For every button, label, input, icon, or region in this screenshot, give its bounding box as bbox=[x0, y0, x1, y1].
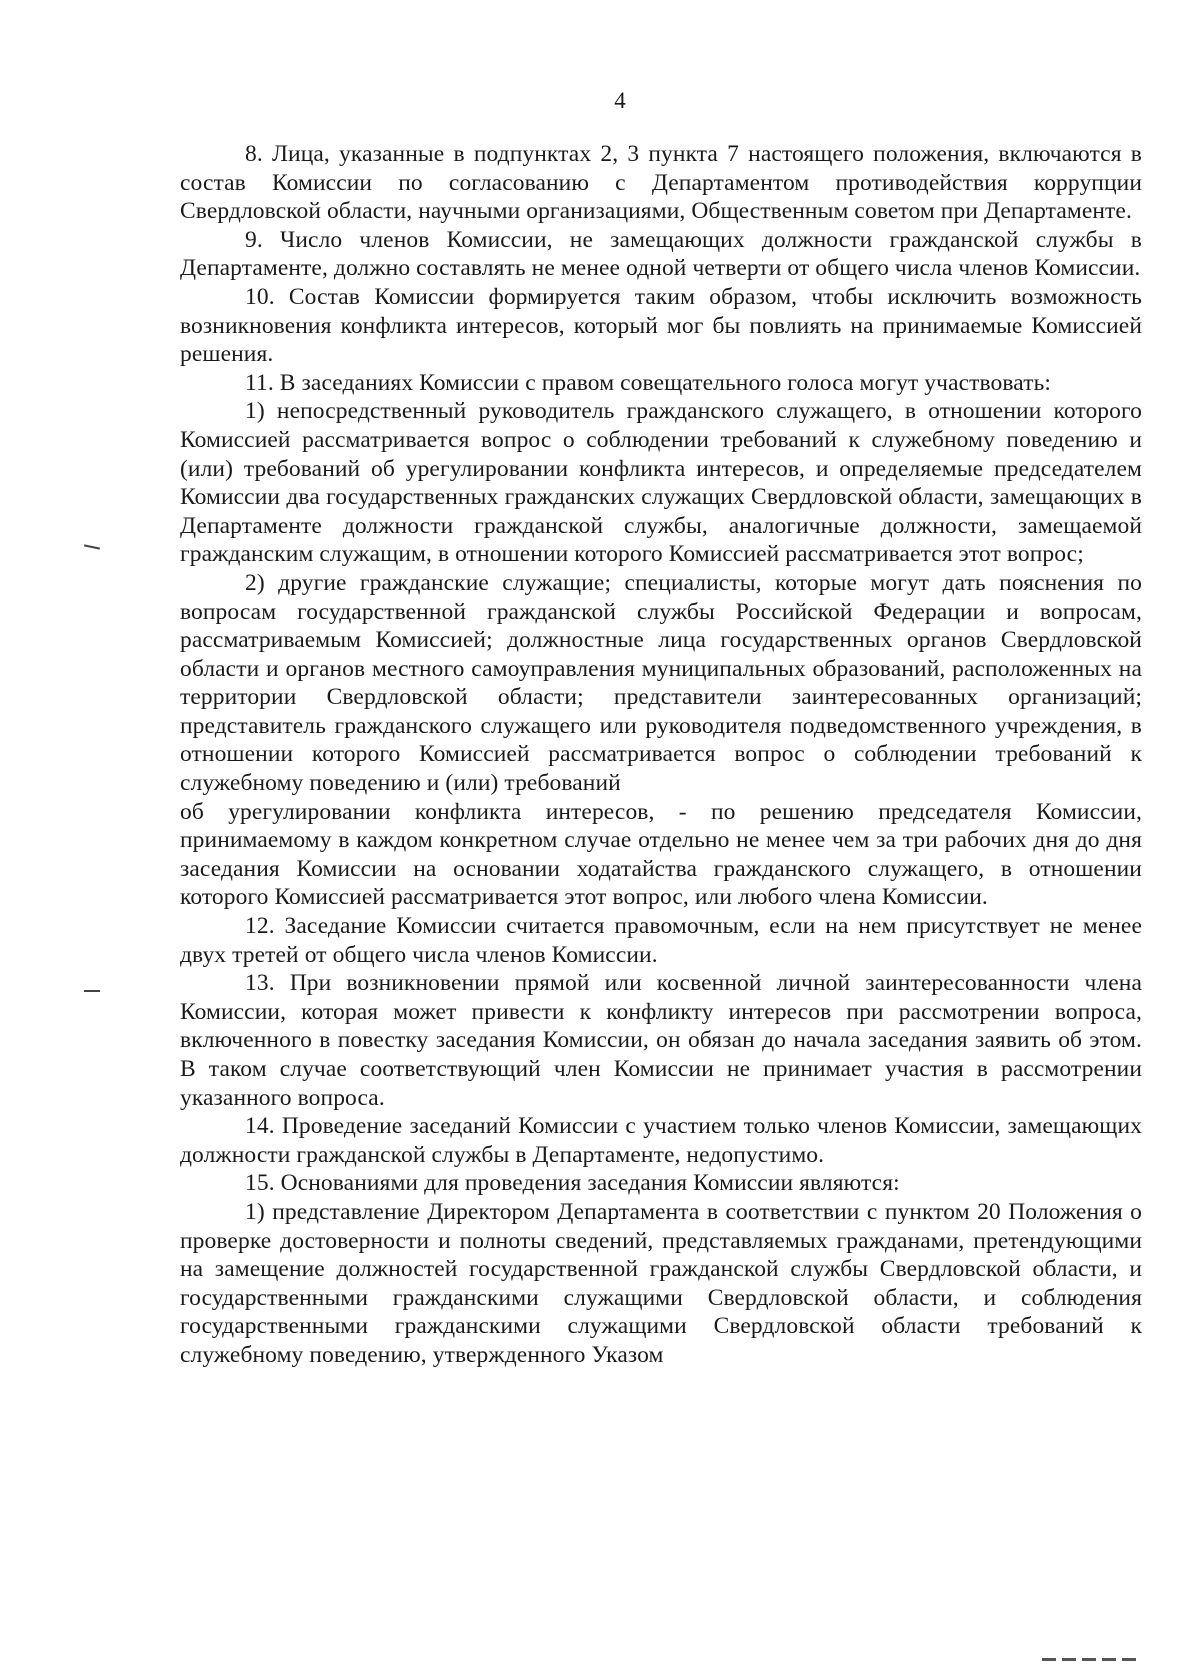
scan-edge-mark bbox=[1042, 1658, 1140, 1661]
paragraph-12: 12. Заседание Комиссии считается правомочным, если на нем присутствует не менее двух третей от общего числа членов Комиссии. bbox=[180, 913, 1142, 968]
margin-mark bbox=[84, 544, 100, 549]
paragraph-10: 10. Состав Комиссии формируется таким образом, чтобы исключить возможность возникновения конфликта интересов, который мог бы повлиять на принимаемые Комиссией решения. bbox=[180, 283, 1142, 368]
paragraph-11-item-2: 2) другие гражданские служащие; специалисты, которые могут дать пояснения по вопросам государственной гражданской службы Российской Федерации и вопросам, рассматриваемым Комиссией; должностные лица государственных органов Свердловской области и органов местного самоуправления муниципальных образований, расположенных на территории Свердловской области; представители заинтересованных организаций; представитель гражданского служащего или руководителя подведомственного учреждения, в отношении которого Комиссией рассматривается вопрос о соблюдении требований к служебному поведению и (или) требований bbox=[180, 569, 1142, 797]
margin-mark bbox=[84, 990, 100, 992]
paragraph-9: 9. Число членов Комиссии, не замещающих должности гражданской службы в Департаменте, должно составлять не менее одной четверти от общего числа членов Комиссии. bbox=[180, 226, 1142, 282]
paragraph-11: 11. В заседаниях Комиссии с правом совещательного голоса могут участвовать: bbox=[245, 369, 1052, 396]
paragraph-13: 13. При возникновении прямой или косвенной личной заинтересованности члена Комиссии, которая может привести к конфликту интересов при рассмотрении вопроса, включенного в повестку заседания Комиссии, он обязан до начала заседания заявить об этом. В таком случае соответствующий член Комиссии не принимает участия в рассмотрении указанного вопроса. bbox=[180, 970, 1142, 1111]
paragraph-15-item-1: 1) представление Директором Департамента в соответствии с пунктом 20 Положения о проверке достоверности и полноты сведений, представляемых гражданами, претендующими на замещение должностей государственной гражданской службы Свердловской области, и государственными гражданскими служащими Свердловской области, и соблюдения государственными гражданскими служащими Свердловской области требований к служебному поведению, утвержденного Указом bbox=[180, 1198, 1142, 1368]
paragraph-8: 8. Лица, указанные в подпунктах 2, 3 пункта 7 настоящего положения, включаются в состав Комиссии по согласованию с Департаментом противодействия коррупции Свердловской области, научными организациями, Общественным советом при Департаменте. bbox=[180, 141, 1142, 225]
paragraph-14: 14. Проведение заседаний Комиссии с участием только членов Комиссии, замещающих должности гражданской службы в Департаменте, недопустимо. bbox=[180, 1113, 1142, 1168]
paragraph-11-item-1: 1) непосредственный руководитель гражданского служащего, в отношении которого Комиссией рассматривается вопрос о соблюдении требований к служебному поведению и (или) требований об урегулировании конфликта интересов, и определяемые председателем Комиссии два государственных гражданских служащих Свердловской области, замещающих в Департаменте должности гражданской службы, аналогичные должности, замещаемой гражданским служащим, в отношении которого Комиссией рассматривается этот вопрос; bbox=[180, 398, 1142, 568]
document-body bbox=[180, 140, 1142, 1370]
paragraph-15: 15. Основаниями для проведения заседания Комиссии являются: bbox=[245, 1170, 900, 1197]
page-number: 4 bbox=[614, 88, 626, 113]
paragraph-11-item-2-continued: об урегулировании конфликта интересов, - по решению председателя Комиссии, принимаемому в каждом конкретном случае отдельно не менее чем за три рабочих дня до дня заседания Комиссии на основании ходатайства гражданского служащего, в отношении которого Комиссией рассматривается этот вопрос, или любого члена Комиссии. bbox=[180, 798, 1142, 911]
